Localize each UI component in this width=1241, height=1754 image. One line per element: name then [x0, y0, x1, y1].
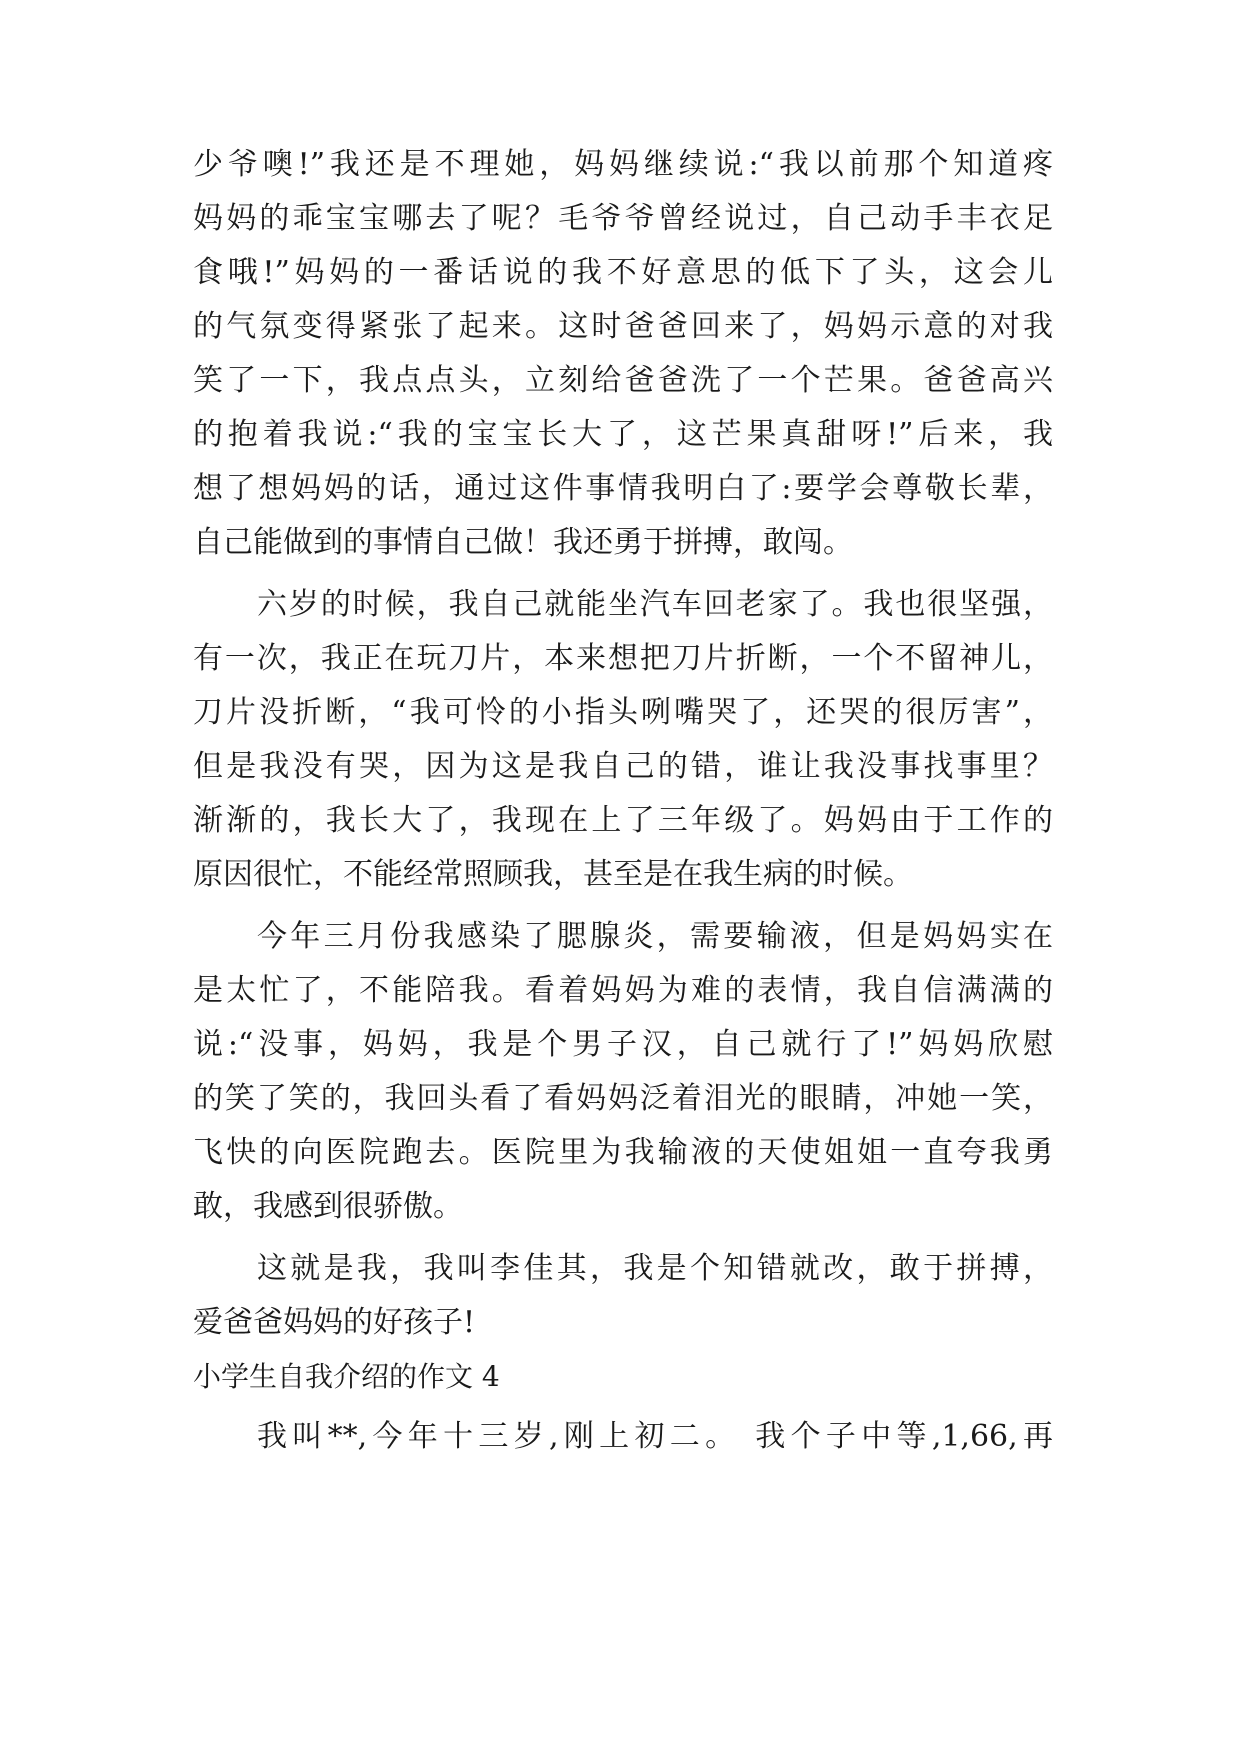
section-title: 小学生自我介绍的作文 4: [193, 1360, 500, 1393]
paragraph-4-line-1: 这就是我，我叫李佳其，我是个知错就改，敢于拼搏，: [257, 1251, 1053, 1286]
paragraph-1-line-6: 的抱着我说:“我的宝宝长大了，这芒果真甜呀!”后来，我: [193, 417, 1053, 452]
paragraph-1-line-8: 自己能做到的事情自己做！我还勇于拼搏，敢闯。: [193, 525, 853, 560]
paragraph-1-line-5: 笑了一下，我点点头，立刻给爸爸洗了一个芒果。爸爸高兴: [193, 363, 1053, 398]
paragraph-1-line-1: 少爷噢!”我还是不理她，妈妈继续说:“我以前那个知道疼: [193, 147, 1053, 182]
paragraph-4-line-2: 爱爸爸妈妈的好孩子!: [193, 1305, 476, 1340]
paragraph-2-line-3: 刀片没折断，“我可怜的小指头咧嘴哭了，还哭的很厉害”，: [193, 695, 1053, 730]
paragraph-3-line-1: 今年三月份我感染了腮腺炎，需要输液，但是妈妈实在: [257, 919, 1053, 954]
paragraph-2-line-2: 有一次，我正在玩刀片，本来想把刀片折断，一个不留神儿，: [193, 641, 1053, 676]
paragraph-3-line-3: 说:“没事，妈妈，我是个男子汉，自己就行了!”妈妈欣慰: [193, 1027, 1053, 1062]
paragraph-1-line-2: 妈妈的乖宝宝哪去了呢？毛爷爷曾经说过，自己动手丰衣足: [193, 201, 1053, 236]
paragraph-3-line-6: 敢，我感到很骄傲。: [193, 1189, 463, 1224]
paragraph-2-line-5: 渐渐的，我长大了，我现在上了三年级了。妈妈由于工作的: [193, 803, 1053, 838]
paragraph-2-line-6: 原因很忙，不能经常照顾我，甚至是在我生病的时候。: [193, 857, 913, 892]
paragraph-3-line-4: 的笑了笑的，我回头看了看妈妈泛着泪光的眼睛，冲她一笑，: [193, 1081, 1053, 1116]
paragraph-2-line-1: 六岁的时候，我自己就能坐汽车回老家了。我也很坚强，: [257, 587, 1053, 622]
paragraph-3-line-2: 是太忙了，不能陪我。看着妈妈为难的表情，我自信满满的: [193, 973, 1053, 1008]
paragraph-1-line-4: 的气氛变得紧张了起来。这时爸爸回来了，妈妈示意的对我: [193, 309, 1053, 344]
paragraph-2-line-4: 但是我没有哭，因为这是我自己的错，谁让我没事找事里？: [193, 749, 1053, 784]
paragraph-1-line-3: 食哦!”妈妈的一番话说的我不好意思的低下了头，这会儿: [193, 255, 1053, 290]
paragraph-3-line-5: 飞快的向医院跑去。医院里为我输液的天使姐姐一直夸我勇: [193, 1135, 1053, 1170]
last-paragraph-line-1: 我叫**,今年十三岁,刚上初二。 我个子中等,1,66,再: [257, 1419, 1053, 1454]
paragraph-1-line-7: 想了想妈妈的话，通过这件事情我明白了:要学会尊敬长辈，: [193, 471, 1053, 506]
